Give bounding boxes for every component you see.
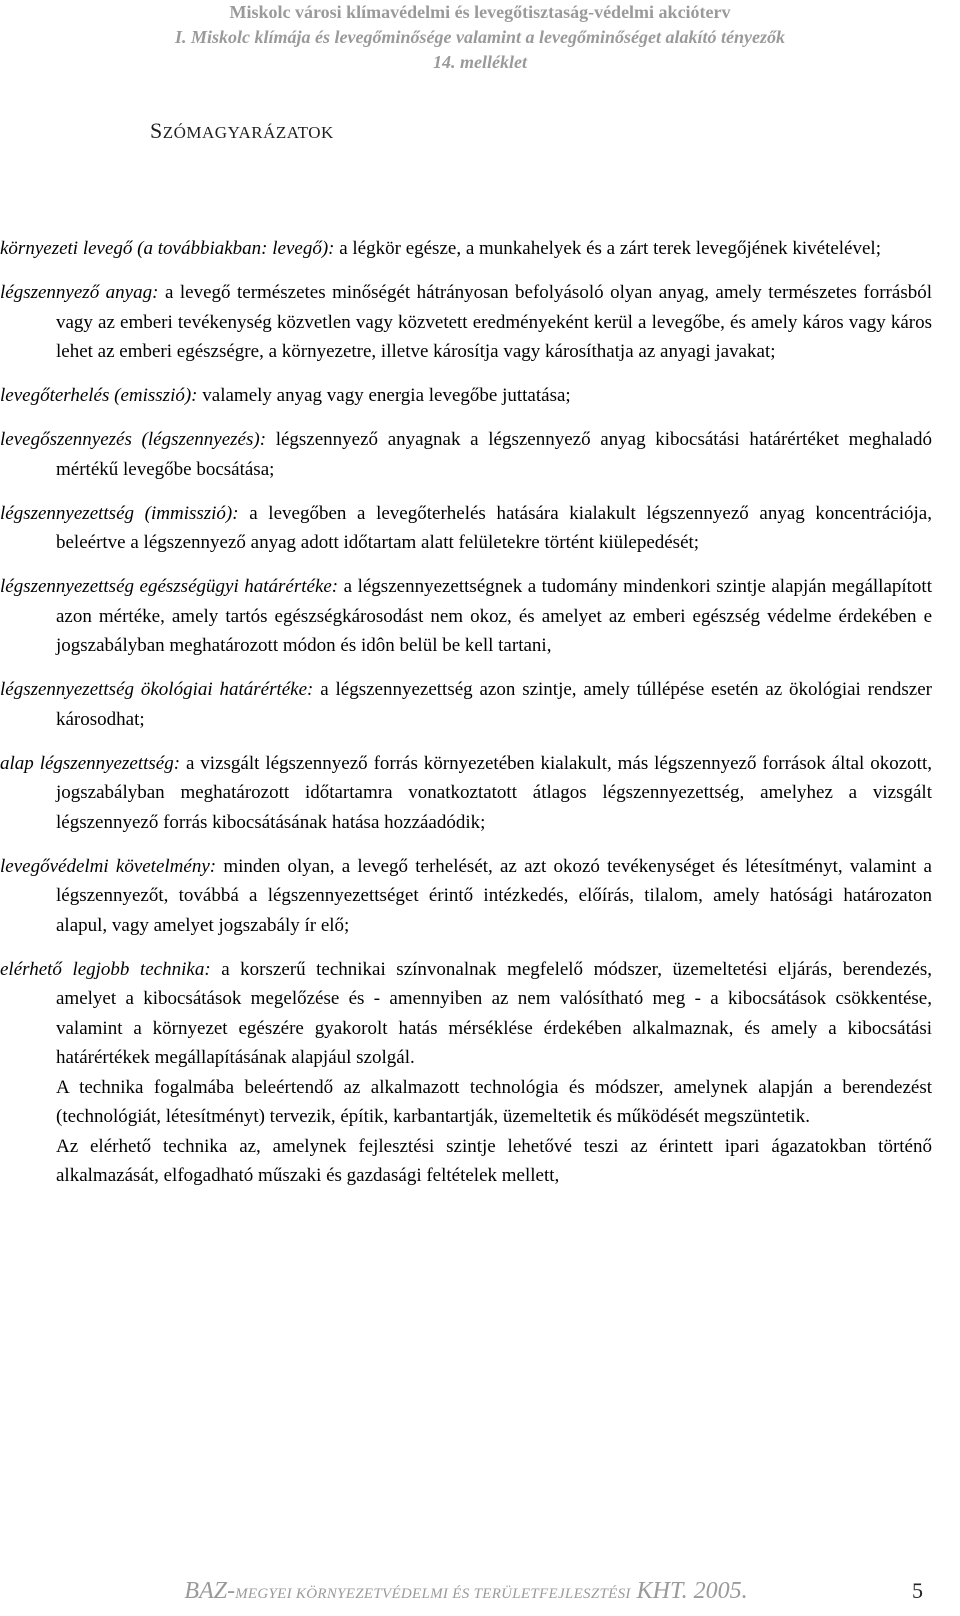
glossary-entry [0,955,932,1191]
glossary-term: elérhető legjobb technika: [0,958,211,980]
glossary-term: környezeti levegő (a továbbiakban: levegő): [0,238,335,259]
glossary-entry [0,572,932,661]
glossary-definition: a légszennyezettségnek a tudomány mindenkori szintje alapján megállapított azon mértéke, amely tartós egészségkárosodást nem okoz, és amelyet az emberi egészség védelme érdekében e jogszabályban meghatározott módon és idôn belül be kell tartani, [56,576,932,656]
glossary-definition: a levegőben a levegőterhelés hatására kialakult légszennyező anyag koncentrációja, beleértve a légszennyező anyag adott időtartam alatt felületekre történt kiülepedését; [56,502,932,553]
page-title-rest: ZÓMAGYARÁZATOK [162,123,334,142]
glossary-entry [0,278,932,367]
page-title [150,118,334,144]
glossary-term: légszennyezettség ökológiai határértéke: [0,679,314,700]
glossary-definition: a légkör egésze, a munkahelyek és a zárt terek levegőjének kivételével; [334,238,881,259]
glossary-term: alap légszennyezettség: [0,752,181,774]
header-chapter-title: I. Miskolc klímája és levegőminősége valamint a levegőminőséget alakító tényezők [175,27,785,47]
glossary-entry [0,852,932,941]
glossary-entry [0,425,932,484]
glossary-definition: a légszennyezettség azon szintje, amely túllépése esetén az ökológiai rendszer károsodhat; [56,679,932,730]
footer-organization: MEGYEI KÖRNYEZETVÉDELMI ÉS TERÜLETFEJLESZTÉSI [235,1586,631,1602]
footer-kht-year: KHT. 2005. [636,1578,748,1604]
glossary-term: légszennyezettség egészségügyi határértéke: [0,576,339,597]
glossary-term: légszennyezettség (immisszió): [0,502,239,524]
glossary-entry [0,749,932,838]
glossary-term: levegővédelmi követelmény: [0,855,217,877]
page-title-initial: S [150,118,163,143]
glossary-term: légszennyező anyag: [0,282,159,303]
document-footer [0,1578,932,1605]
glossary-definition: légszennyező anyagnak a légszennyező anyag kibocsátási határértéket meghaladó mértékű levegőbe bocsátása; [56,429,932,480]
glossary-entry [0,675,932,734]
glossary-paragraph: A technika fogalmába beleértendő az alkalmazott technológia és módszer, amelynek alapján a berendezést (technológiát, létesítményt) tervezik, építik, karbantartják, üzemeltetik és működését megszüntetik. [56,1076,932,1127]
page-number: 5 [912,1578,923,1603]
header-plan-title: Miskolc városi klímavédelmi és levegőtisztaság-védelmi akcióterv [229,2,731,22]
glossary-definition: a vizsgált légszennyező forrás környezetében kialakult, más légszennyező források által okozott, jogszabályban meghatározott időtartamra vonatkoztatott átlagos légszennyezettség, amelyhez a vizsgált légszennyező forrás kibocsátásának hatása hozzáadódik; [56,752,932,833]
glossary-term: levegőterhelés (emisszió): [0,385,198,406]
glossary-entry [0,234,932,264]
glossary-paragraph: Az elérhető technika az, amelynek fejlesztési szintje lehetővé teszi az érintett ipari ágazatokban történő alkalmazását, elfogadható műszaki és gazdasági feltételek mellett, [56,1135,932,1186]
glossary-entry [0,499,932,558]
document-header [0,0,960,75]
header-annex-label: 14. melléklet [433,52,527,72]
glossary-definition: a korszerű technikai színvonalnak megfelelő módszer, üzemeltetési eljárás, berendezés, amelyet a kibocsátások megelőzése és - amennyiben az nem valósítható meg - a kibocsátások csökkentése, valamint a környezet egészére gyakorolt hatás mérséklése érdekében alkalmaznak, és amely a kibocsátási határértékek megállapításának alapjául szolgál. [56,958,932,1068]
glossary-definition: valamely anyag vagy energia levegőbe juttatása; [197,385,571,406]
glossary-entry [0,381,932,411]
footer-baz: BAZ- [184,1578,236,1604]
glossary [0,234,932,1205]
glossary-term: levegőszennyezés (légszennyezés): [0,429,267,450]
glossary-definition: a levegő természetes minőségét hátrányosan befolyásoló olyan anyag, amely természetes forrásból vagy az emberi tevékenység közvetlen vagy közvetett eredményeként kerül a levegőbe, és amely káros vagy káros lehet az emberi egészségre, a környezetre, illetve károsítja vagy károsíthatja az anyagi javakat; [56,282,932,362]
glossary-definition: minden olyan, a levegő terhelését, az azt okozó tevékenységet és létesítményt, valamint a légszennyezőt, továbbá a légszennyezettséget érintő intézkedés, előírás, tilalom, amely hatósági határozaton alapul, vagy amelyet jogszabály ír elő; [56,855,932,936]
